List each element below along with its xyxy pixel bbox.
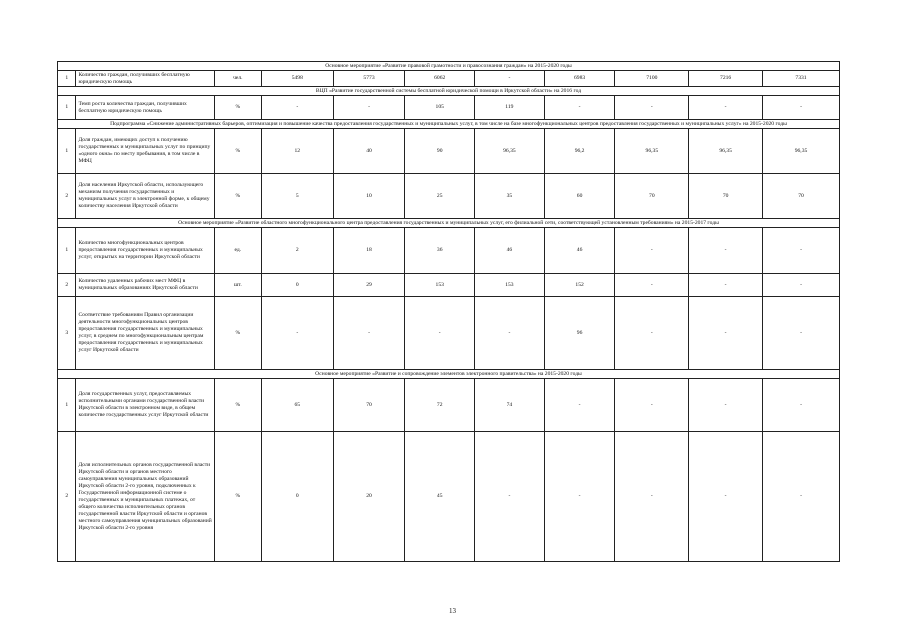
value-cell: 7216 xyxy=(689,71,763,87)
value-cell: 2 xyxy=(261,228,333,274)
value-cell: 40 xyxy=(333,129,405,174)
section-header-row xyxy=(58,219,840,228)
value-cell: 25 xyxy=(405,174,475,219)
unit-cell: чел. xyxy=(214,71,261,87)
value-cell: 45 xyxy=(405,432,475,562)
value-cell: 35 xyxy=(475,174,545,219)
row-number: 1 xyxy=(58,379,76,432)
row-number: 3 xyxy=(58,297,76,370)
value-cell: 90 xyxy=(405,129,475,174)
table-row xyxy=(58,274,840,297)
value-cell: - xyxy=(615,274,689,297)
value-cell: 5498 xyxy=(261,71,333,87)
section-title: ВЦП «Развитие государственной системы бесплатной юридической помощи в Иркутской области» на 2016 год xyxy=(58,87,840,96)
value-cell: - xyxy=(544,96,615,120)
indicator-name: Количество граждан, получивших бесплатную юридическую помощь xyxy=(76,71,214,87)
value-cell: 12 xyxy=(261,129,333,174)
indicator-name: Доля граждан, имеющих доступ к получению государственных и муниципальных услуг по принципу «одного окна» по месту пребывания, в том числе в МФЦ xyxy=(76,129,214,174)
indicators-table xyxy=(57,61,840,562)
value-cell: 46 xyxy=(544,228,615,274)
value-cell: - xyxy=(615,297,689,370)
value-cell: 70 xyxy=(689,174,763,219)
value-cell: 46 xyxy=(475,228,545,274)
value-cell: 6062 xyxy=(405,71,475,87)
table-row xyxy=(58,379,840,432)
value-cell: 72 xyxy=(405,379,475,432)
value-cell: - xyxy=(544,379,615,432)
value-cell: 36 xyxy=(405,228,475,274)
table-row xyxy=(58,129,840,174)
indicator-name: Соответствие требованиям Правил организации деятельности многофункциональных центров предоставления государственных и муниципальных услуг, в среднем по многофункциональным центрам предоставления государственных и муниципальных услуг Иркутской области xyxy=(76,297,214,370)
value-cell: - xyxy=(763,228,840,274)
value-cell: - xyxy=(615,228,689,274)
value-cell: - xyxy=(763,297,840,370)
row-number: 1 xyxy=(58,129,76,174)
value-cell: - xyxy=(475,297,545,370)
value-cell: 70 xyxy=(763,174,840,219)
table-row xyxy=(58,71,840,87)
value-cell: 60 xyxy=(544,174,615,219)
indicator-name: Количество удаленных рабочих мест МФЦ в муниципальных образованиях Иркутской области xyxy=(76,274,214,297)
value-cell: - xyxy=(261,297,333,370)
unit-cell: % xyxy=(214,129,261,174)
value-cell: 96,35 xyxy=(475,129,545,174)
value-cell: - xyxy=(475,71,545,87)
row-number: 2 xyxy=(58,432,76,562)
unit-cell: ед. xyxy=(214,228,261,274)
value-cell: 7331 xyxy=(763,71,840,87)
indicator-name: Доля населения Иркутской области, использующего механизм получения государственных и муниципальных услуг в электронной форме, к общему количеству населения Иркутской области xyxy=(76,174,214,219)
value-cell: - xyxy=(689,96,763,120)
unit-cell: % xyxy=(214,379,261,432)
value-cell: - xyxy=(763,274,840,297)
unit-cell: шт. xyxy=(214,274,261,297)
value-cell: 96 xyxy=(544,297,615,370)
value-cell: - xyxy=(615,432,689,562)
indicator-name: Темп роста количества граждан, получивших бесплатную юридическую помощь xyxy=(76,96,214,120)
value-cell: 96,35 xyxy=(763,129,840,174)
section-title: Подпрограмма «Снижение административных барьеров, оптимизация и повышение качества предоставления государственных и муниципальных услуг, в том числе на базе многофункциональных центров предоставления государственных и муниципальных услуг» на 2015-2020 годы xyxy=(58,120,840,129)
row-number: 1 xyxy=(58,96,76,120)
value-cell: 20 xyxy=(333,432,405,562)
value-cell: - xyxy=(333,297,405,370)
section-header-row xyxy=(58,62,840,71)
section-header-row xyxy=(58,87,840,96)
value-cell: 5 xyxy=(261,174,333,219)
unit-cell: % xyxy=(214,297,261,370)
section-header-row xyxy=(58,370,840,379)
section-title: Основное мероприятие «Развитие правовой грамотности и правосознания граждан» на 2015-2020 годы xyxy=(58,62,840,71)
value-cell: - xyxy=(689,432,763,562)
value-cell: 18 xyxy=(333,228,405,274)
value-cell: 153 xyxy=(405,274,475,297)
value-cell: 0 xyxy=(261,432,333,562)
value-cell: 29 xyxy=(333,274,405,297)
value-cell: 6983 xyxy=(544,71,615,87)
table-row xyxy=(58,174,840,219)
value-cell: - xyxy=(544,432,615,562)
section-title: Основное мероприятие «Развитие и сопровождение элементов электронного правительства» на 2015-2020 годы xyxy=(58,370,840,379)
value-cell: 96,2 xyxy=(544,129,615,174)
value-cell: - xyxy=(333,96,405,120)
value-cell: 5773 xyxy=(333,71,405,87)
indicator-name: Количество многофункциональных центров предоставления государственных и муниципальных услуг, открытых на территории Иркутской области xyxy=(76,228,214,274)
row-number: 1 xyxy=(58,228,76,274)
row-number: 2 xyxy=(58,274,76,297)
table-row xyxy=(58,96,840,120)
section-header-row xyxy=(58,120,840,129)
table-row xyxy=(58,432,840,562)
unit-cell: % xyxy=(214,96,261,120)
value-cell: 119 xyxy=(475,96,545,120)
section-title: Основное мероприятие «Развитие областного многофункционального центра предоставления государственных и муниципальных услуг, его филиальной сети, соответствующей установленным требованиям» на 2015-2017 годы xyxy=(58,219,840,228)
value-cell: 74 xyxy=(475,379,545,432)
unit-cell: % xyxy=(214,174,261,219)
page-number: 13 xyxy=(449,607,456,615)
value-cell: 70 xyxy=(615,174,689,219)
value-cell: - xyxy=(261,96,333,120)
value-cell: - xyxy=(689,297,763,370)
value-cell: 10 xyxy=(333,174,405,219)
value-cell: - xyxy=(689,274,763,297)
indicator-name: Доля исполнительных органов государственной власти Иркутской области и органов местного самоуправления муниципальных образований Иркутской области 2-го уровня, подключенных к Государственной информационной системе о государственных и муниципальных платежах, от общего количества исполнительных органов государственной власти Иркутской области и органов местного самоуправления муниципальных образований Иркутской области 2-го уровня xyxy=(76,432,214,562)
value-cell: 65 xyxy=(261,379,333,432)
value-cell: - xyxy=(763,96,840,120)
table-row xyxy=(58,297,840,370)
value-cell: - xyxy=(615,379,689,432)
value-cell: 105 xyxy=(405,96,475,120)
unit-cell: % xyxy=(214,432,261,562)
value-cell: 7100 xyxy=(615,71,689,87)
value-cell: 96,35 xyxy=(615,129,689,174)
value-cell: - xyxy=(689,228,763,274)
row-number: 2 xyxy=(58,174,76,219)
row-number: 1 xyxy=(58,71,76,87)
value-cell: - xyxy=(763,379,840,432)
value-cell: - xyxy=(763,432,840,562)
value-cell: 70 xyxy=(333,379,405,432)
value-cell: - xyxy=(405,297,475,370)
value-cell: 152 xyxy=(544,274,615,297)
value-cell: 153 xyxy=(475,274,545,297)
value-cell: - xyxy=(689,379,763,432)
value-cell: 96,35 xyxy=(689,129,763,174)
value-cell: - xyxy=(475,432,545,562)
indicator-name: Доля государственных услуг, предоставляемых исполнительными органами государственной власти Иркутской области в электронном виде, в общем количестве государственных услуг Иркутской области xyxy=(76,379,214,432)
value-cell: - xyxy=(615,96,689,120)
value-cell: 0 xyxy=(261,274,333,297)
table-row xyxy=(58,228,840,274)
